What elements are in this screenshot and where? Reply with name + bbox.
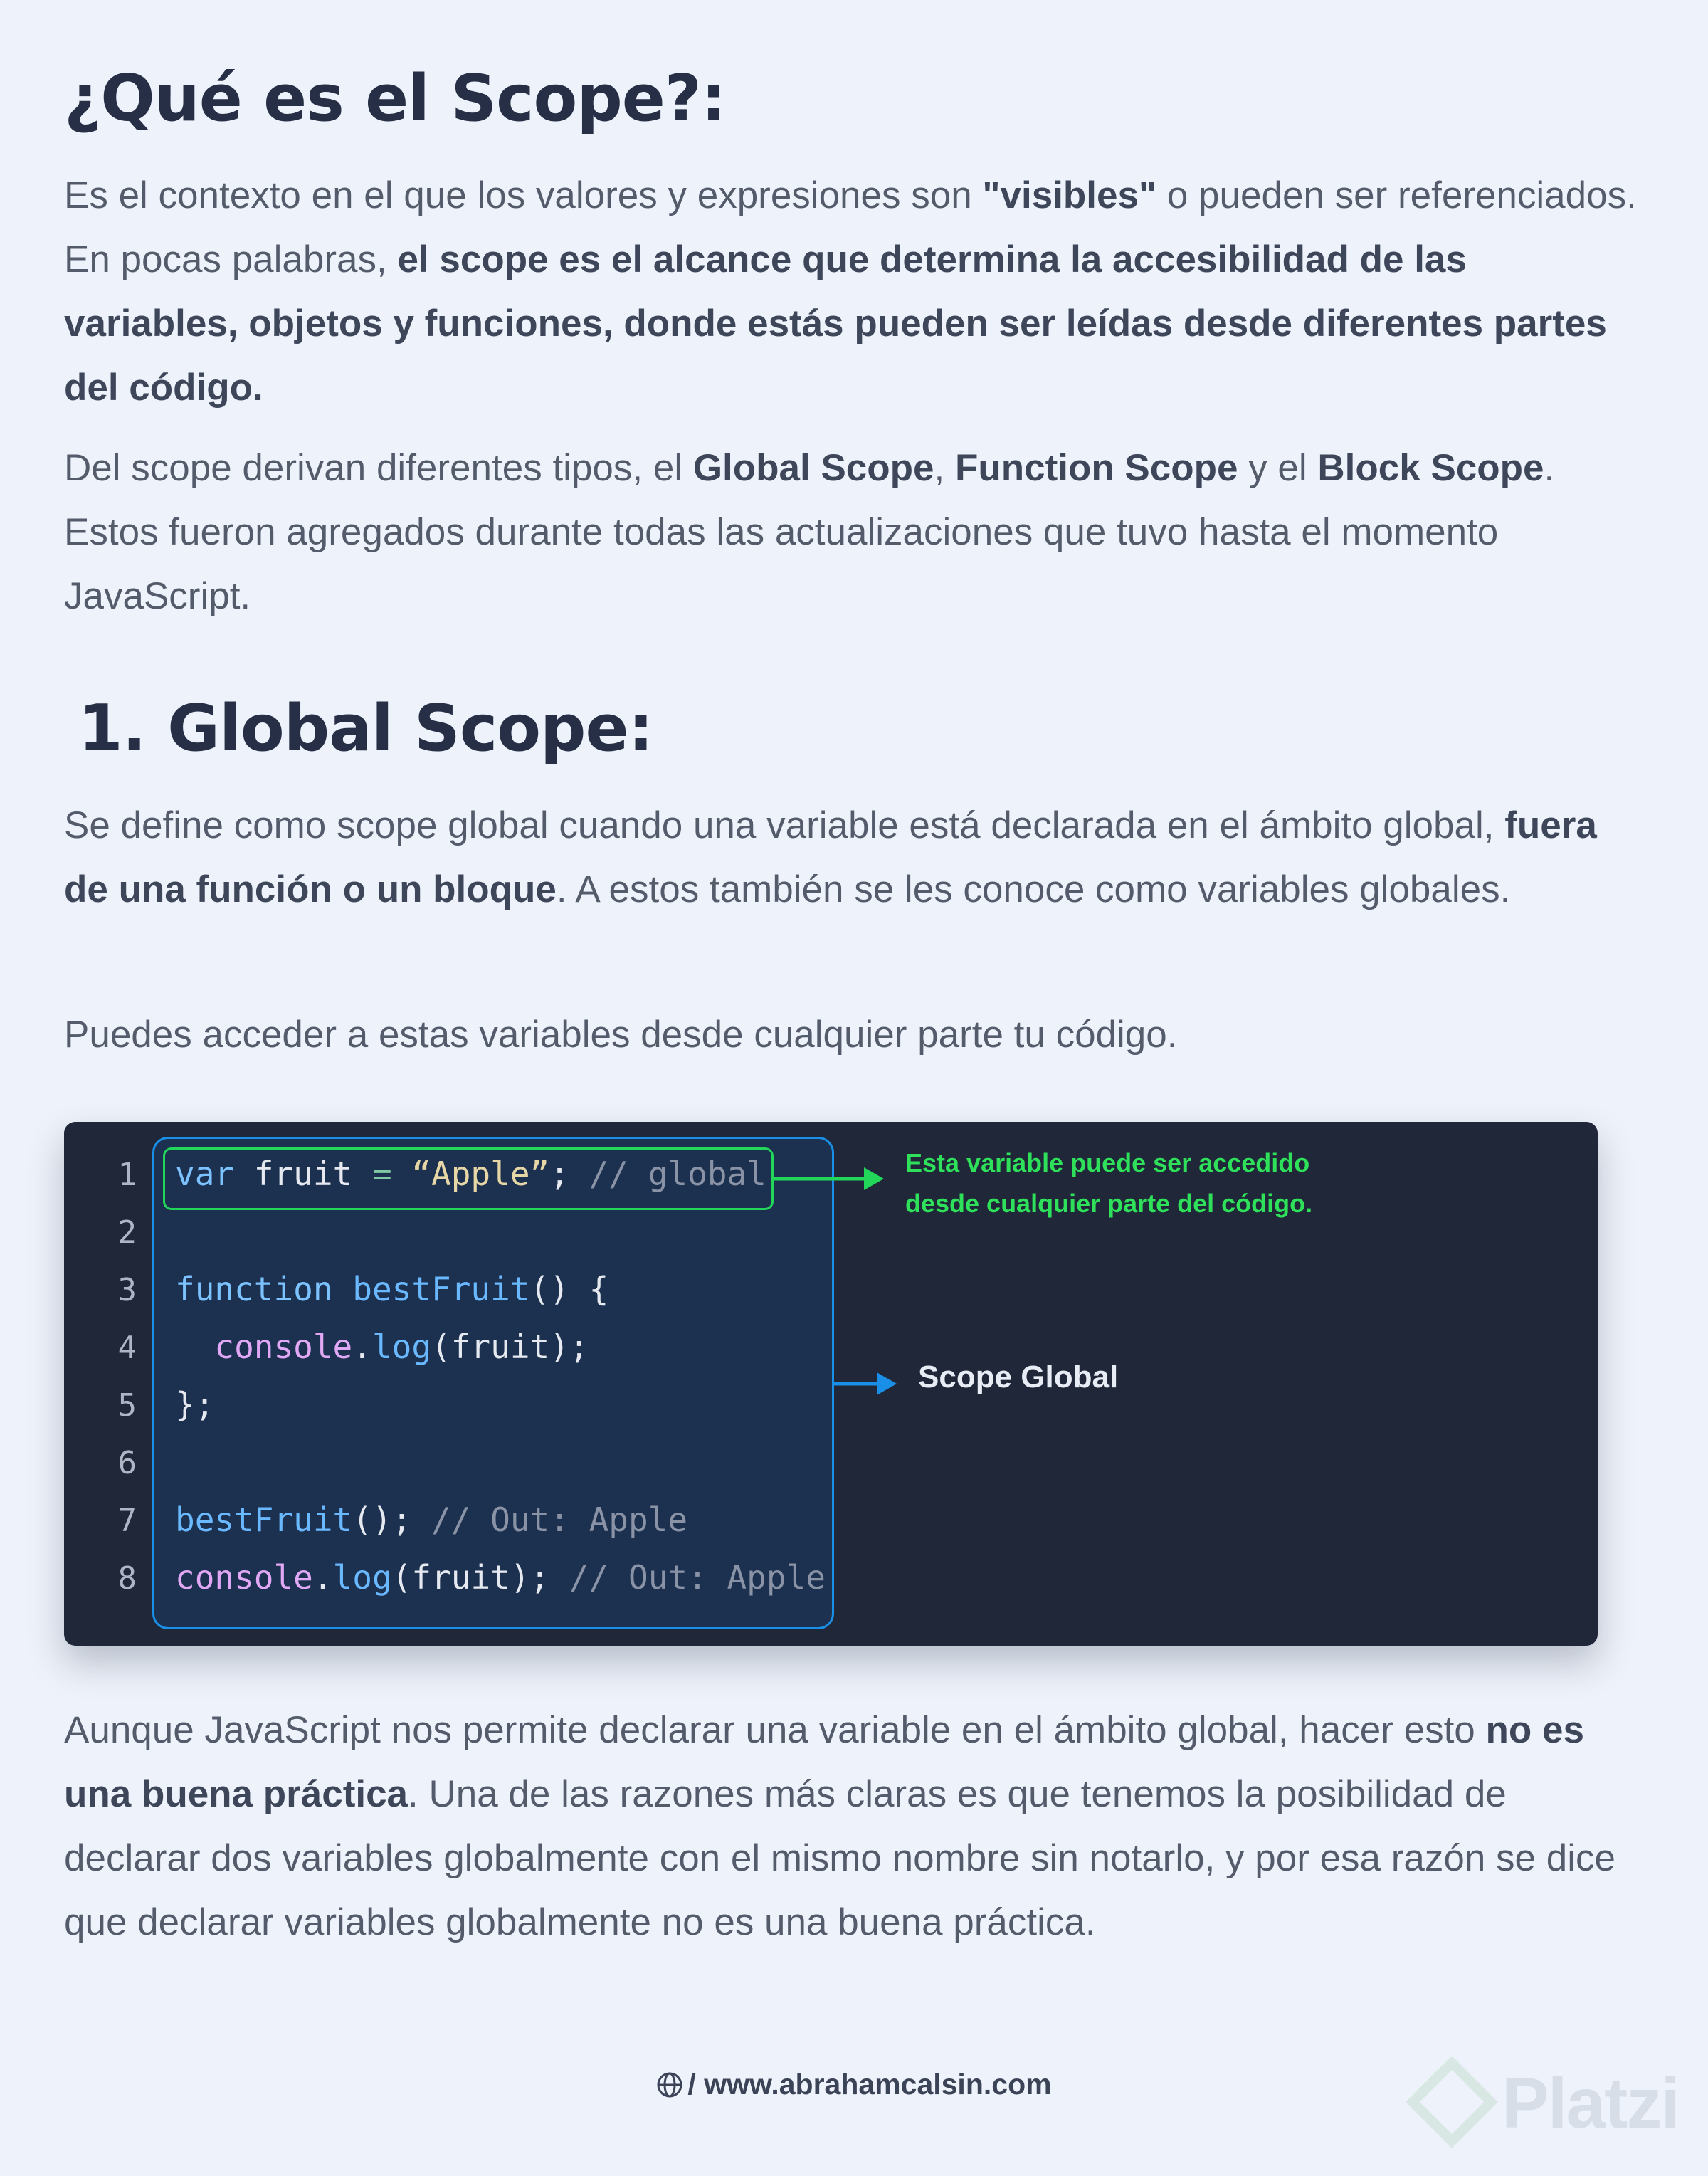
global-variable-annotation: Esta variable puede ser accedido desde cualquier parte del código. — [905, 1148, 1313, 1218]
global-scope-access-note: Puedes acceder a estas variables desde cualquier parte tu código. — [64, 1014, 1178, 1056]
line-number: 5 — [117, 1387, 137, 1424]
line-number: 7 — [117, 1503, 137, 1539]
global-scope-definition: Se define como scope global cuando una variable está declarada en el ámbito global, fuera de una función o un bloque. A estos también se les conoce como variables globales. — [64, 804, 1597, 910]
line-number: 4 — [117, 1330, 137, 1366]
line-number: 2 — [117, 1214, 137, 1251]
good-practice-paragraph: Aunque JavaScript nos permite declarar una variable en el ámbito global, hacer esto no es una buena práctica. Una de las razones más claras es que tenemos la posibilidad de declarar dos variables globalmente con el mismo nombre sin notarlo, y por esa razón se dice que declarar variables globalmente no es una buena práctica. — [64, 1709, 1615, 1943]
globe-icon — [656, 2071, 683, 2098]
line-number: 6 — [117, 1445, 137, 1481]
intro-paragraph: Es el contexto en el que los valores y expresiones son "visibles" o pueden ser referenciados. En pocas palabras, el scope es el alcance que determina la accesibilidad de las variables, objetos y funciones, donde estás pueden ser leídas desde diferentes partes del código. — [64, 174, 1637, 409]
platzi-wordmark: Platzi — [1502, 2064, 1680, 2143]
footer-url[interactable]: / www.abrahamcalsin.com — [687, 2068, 1052, 2101]
section-title-global-scope: 1. Global Scope: — [78, 691, 653, 766]
line-number: 1 — [117, 1157, 137, 1193]
green-arrow-icon — [774, 1167, 884, 1190]
code-line-7: bestFruit(); // Out: Apple — [175, 1500, 688, 1539]
code-line-5: }; — [175, 1385, 215, 1424]
line-number: 3 — [117, 1272, 137, 1308]
scope-types-paragraph: Del scope derivan diferentes tipos, el Global Scope, Function Scope y el Block Scope. Estos fueron agregados durante todas las actualizaciones que tuvo hasta el momento JavaScript. — [64, 447, 1555, 617]
line-number: 8 — [117, 1560, 137, 1597]
code-line-3: function bestFruit() { — [175, 1270, 609, 1308]
blue-arrow-icon — [834, 1372, 897, 1395]
platzi-logo-icon — [1406, 2057, 1498, 2157]
platzi-watermark — [1406, 2057, 1704, 2157]
code-line-1: var fruit = “Apple”; // global — [175, 1155, 766, 1193]
page-title: ¿Qué es el Scope?: — [64, 61, 726, 136]
code-line-4: console.log(fruit); — [175, 1328, 589, 1366]
scope-global-label: Scope Global — [918, 1360, 1119, 1394]
code-line-8: console.log(fruit); // Out: Apple — [175, 1558, 826, 1597]
